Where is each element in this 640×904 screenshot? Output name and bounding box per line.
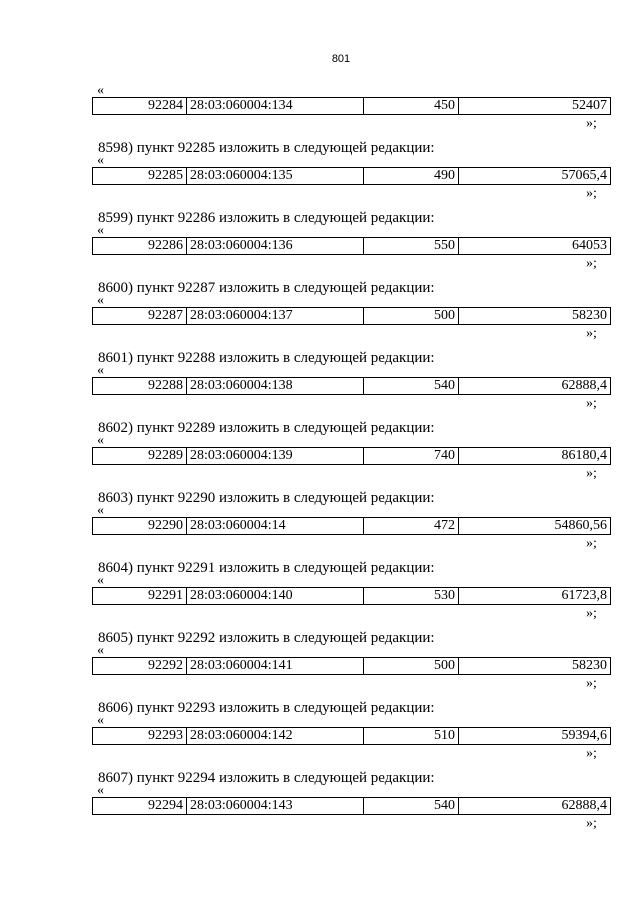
open-quote: « xyxy=(97,643,104,658)
area-cell: 540 xyxy=(364,798,459,815)
amendment-item xyxy=(0,770,640,852)
value-cell: 54860,56 xyxy=(459,518,611,535)
value-cell: 57065,4 xyxy=(459,168,611,185)
close-quote: »; xyxy=(586,326,597,341)
value-cell: 52407 xyxy=(459,98,611,115)
cadastral-number-cell: 28:03:060004:141 xyxy=(187,658,364,675)
table-row xyxy=(92,307,611,325)
table-row xyxy=(92,587,611,605)
area-cell: 530 xyxy=(364,588,459,605)
item-number-cell: 92294 xyxy=(93,798,187,815)
value-cell: 61723,8 xyxy=(459,588,611,605)
cadastral-number-cell: 28:03:060004:140 xyxy=(187,588,364,605)
area-cell: 500 xyxy=(364,658,459,675)
cadastral-number-cell: 28:03:060004:134 xyxy=(187,98,364,115)
amendment-intro: 8607) пункт 92294 изложить в следующей редакции: xyxy=(98,770,435,786)
item-number-cell: 92289 xyxy=(93,448,187,465)
table-row xyxy=(92,517,611,535)
cadastral-number-cell: 28:03:060004:14 xyxy=(187,518,364,535)
table-row xyxy=(92,97,611,115)
open-quote: « xyxy=(97,503,104,518)
value-cell: 59394,6 xyxy=(459,728,611,745)
close-quote: »; xyxy=(586,676,597,691)
open-quote: « xyxy=(97,433,104,448)
close-quote: »; xyxy=(586,256,597,271)
close-quote: »; xyxy=(586,606,597,621)
page-number: 801 xyxy=(331,53,351,65)
area-cell: 510 xyxy=(364,728,459,745)
open-quote: « xyxy=(97,153,104,168)
value-cell: 58230 xyxy=(459,658,611,675)
item-number-cell: 92287 xyxy=(93,308,187,325)
cadastral-number-cell: 28:03:060004:135 xyxy=(187,168,364,185)
open-quote: « xyxy=(97,573,104,588)
cadastral-number-cell: 28:03:060004:137 xyxy=(187,308,364,325)
area-cell: 450 xyxy=(364,98,459,115)
value-cell: 86180,4 xyxy=(459,448,611,465)
close-quote: »; xyxy=(586,746,597,761)
area-cell: 490 xyxy=(364,168,459,185)
item-number-cell: 92293 xyxy=(93,728,187,745)
close-quote: »; xyxy=(586,816,597,831)
table-row xyxy=(92,377,611,395)
open-quote: « xyxy=(97,83,104,98)
table-row xyxy=(92,447,611,465)
value-cell: 58230 xyxy=(459,308,611,325)
cadastral-number-cell: 28:03:060004:143 xyxy=(187,798,364,815)
open-quote: « xyxy=(97,293,104,308)
table-row xyxy=(92,797,611,815)
item-number-cell: 92288 xyxy=(93,378,187,395)
open-quote: « xyxy=(97,223,104,238)
item-number-cell: 92290 xyxy=(93,518,187,535)
amendment-intro: 8603) пункт 92290 изложить в следующей редакции: xyxy=(98,490,435,506)
amendment-intro: 8606) пункт 92293 изложить в следующей редакции: xyxy=(98,700,435,716)
area-cell: 740 xyxy=(364,448,459,465)
open-quote: « xyxy=(97,783,104,798)
cadastral-number-cell: 28:03:060004:138 xyxy=(187,378,364,395)
table-row xyxy=(92,167,611,185)
close-quote: »; xyxy=(586,536,597,551)
area-cell: 472 xyxy=(364,518,459,535)
table-row xyxy=(92,727,611,745)
cadastral-number-cell: 28:03:060004:139 xyxy=(187,448,364,465)
value-cell: 62888,4 xyxy=(459,798,611,815)
item-number-cell: 92284 xyxy=(93,98,187,115)
table-row xyxy=(92,237,611,255)
amendment-intro: 8599) пункт 92286 изложить в следующей редакции: xyxy=(98,210,435,226)
cadastral-number-cell: 28:03:060004:136 xyxy=(187,238,364,255)
close-quote: »; xyxy=(586,396,597,411)
area-cell: 500 xyxy=(364,308,459,325)
close-quote: »; xyxy=(586,466,597,481)
amendment-intro: 8601) пункт 92288 изложить в следующей редакции: xyxy=(98,350,435,366)
item-number-cell: 92285 xyxy=(93,168,187,185)
open-quote: « xyxy=(97,713,104,728)
value-cell: 62888,4 xyxy=(459,378,611,395)
area-cell: 540 xyxy=(364,378,459,395)
item-number-cell: 92292 xyxy=(93,658,187,675)
amendment-intro: 8602) пункт 92289 изложить в следующей редакции: xyxy=(98,420,435,436)
amendment-intro: 8605) пункт 92292 изложить в следующей редакции: xyxy=(98,630,435,646)
amendment-intro: 8600) пункт 92287 изложить в следующей редакции: xyxy=(98,280,435,296)
item-number-cell: 92286 xyxy=(93,238,187,255)
close-quote: »; xyxy=(586,116,597,131)
amendment-intro: 8598) пункт 92285 изложить в следующей редакции: xyxy=(98,140,435,156)
document-body xyxy=(0,82,640,852)
table-row xyxy=(92,657,611,675)
open-quote: « xyxy=(97,363,104,378)
value-cell: 64053 xyxy=(459,238,611,255)
item-number-cell: 92291 xyxy=(93,588,187,605)
cadastral-number-cell: 28:03:060004:142 xyxy=(187,728,364,745)
amendment-intro: 8604) пункт 92291 изложить в следующей редакции: xyxy=(98,560,435,576)
close-quote: »; xyxy=(586,186,597,201)
area-cell: 550 xyxy=(364,238,459,255)
